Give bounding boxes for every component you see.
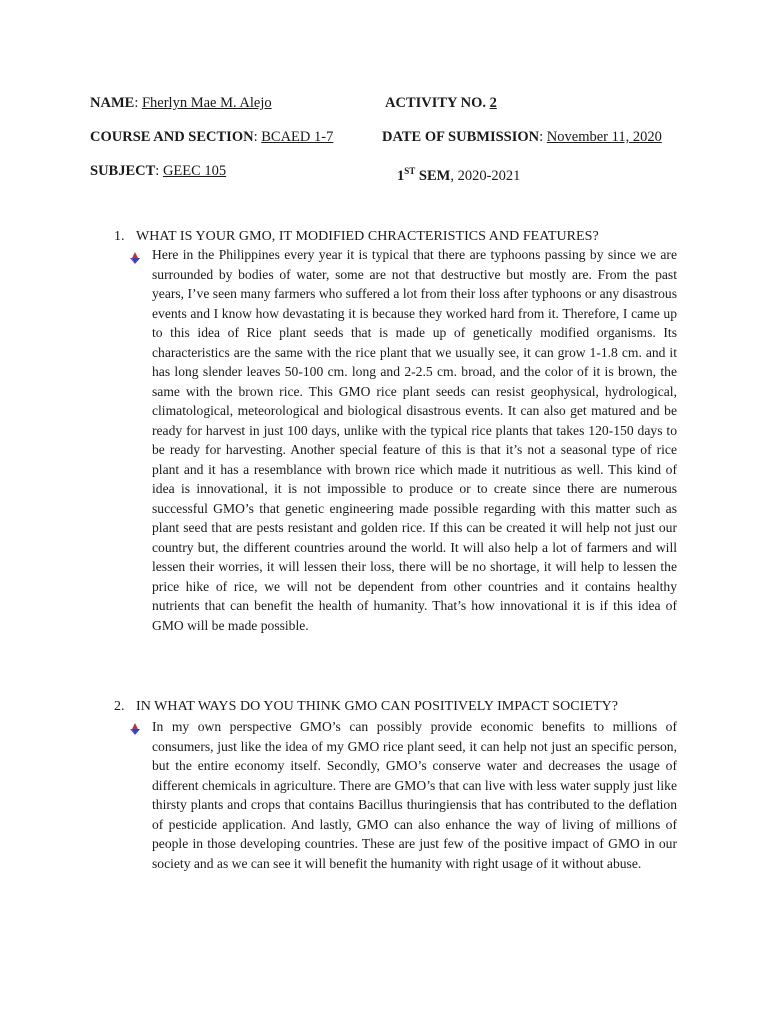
diamond-arrow-bullet-icon: [128, 251, 142, 265]
question-2-text: IN WHAT WAYS DO YOU THINK GMO CAN POSITIVELY IMPACT SOCIETY?: [136, 699, 619, 714]
semester-value: 2020-2021: [457, 168, 521, 184]
answer-2: In my own perspective GMO’s can possibly provide economic benefits to millions of consumers, just like the idea of my GMO rice plant seed, it can help not just an specific person, but the entire economy itself. Secondly, GMO’s conserve water and decreases the usage of different chemicals in agriculture. There are GMO’s that can live with less water supply just like thirsty plants and crops that contains Bacillus thuringiensis that has contributed to the deflation of pesticide application. And lastly, GMO can also enhance the way of living of millions of people in those developing countries. These are just few of the positive impact of GMO in our society and as we can see it will benefit the humanity with right usage of it without abuse.: [152, 719, 677, 871]
semester-number: 1: [397, 168, 405, 184]
name-value: Fherlyn Mae M. Alejo: [141, 95, 272, 111]
name-line: NAME: Fherlyn Mae M. Alejo: [90, 95, 272, 111]
activity-label: ACTIVITY NO.: [385, 95, 486, 111]
activity-line: [385, 94, 497, 112]
name-label: NAME: [90, 95, 135, 111]
question-1: [114, 228, 599, 246]
question-2: [114, 698, 618, 716]
date-line: DATE OF SUBMISSION: November 11, 2020: [382, 129, 662, 145]
course-line: COURSE AND SECTION: BCAED 1-7: [90, 129, 334, 145]
subject-label: SUBJECT: [90, 163, 156, 179]
question-1-text: WHAT IS YOUR GMO, IT MODIFIED CHRACTERISTICS AND FEATURES?: [136, 229, 599, 244]
semester-line: 1ST SEM, 2020-2021: [397, 166, 521, 184]
semester-superscript: ST: [404, 166, 416, 176]
subject-value: GEEC 105: [162, 163, 227, 179]
date-label: DATE OF SUBMISSION: [382, 129, 540, 145]
diamond-arrow-bullet-icon: [128, 722, 142, 736]
course-label: COURSE AND SECTION: [90, 129, 254, 145]
activity-value: 2: [489, 95, 497, 111]
course-value: BCAED 1-7: [261, 129, 334, 145]
semester-label: SEM: [418, 168, 451, 184]
question-1-number: 1.: [114, 229, 125, 244]
date-value: November 11, 2020: [546, 129, 662, 145]
question-2-number: 2.: [114, 699, 125, 714]
subject-line: SUBJECT: GEEC 105: [90, 163, 227, 179]
answer-1: Here in the Philippines every year it is typical that there are typhoons passing by since we are surrounded by bodies of water, some are not that destructive but mostly are. From the past years, I’ve seen many farmers who suffered a lot from their loss after typhoons or any disastrous events and I know how devastating it is because they worked hard from it. Therefore, I came up to this idea of Rice plant seeds that is made up of genetically modified organisms. Its characteristics are the same with the rice plant that we usually see, it can grow 1-1.8 cm. and it has long slender leaves 50-100 cm. long and 2-2.5 cm. broad, and the color of it is brown, the same with the brown rice. This GMO rice plant seeds can resist geophysical, hydrological, climatological, meteorological and biological disastrous events. It can also get matured and be ready for harvest in just 100 days, unlike with the typical rice plants that takes 120-150 days to be ready for harvesting. Another special feature of this is that it’s not a seasonal type of rice plant and it has a resemblance with brown rice which made it nutritious as well. This kind of idea is innovational, it is not impossible to produce or to create since there are numerous successful GMO’s that genetic engineering made possible regarding with this matter such as plant seed that are pests resistant and golden rice. If this can be created it will help not just our country but, the different countries around the world. It will also help a lot of farmers and will lessen their worries, it will lessen their loss, there will be no shortage, it will help to lessen the price hike of rice, we will not be dependent from other countries and it contains healthy nutrients that can benefit the health of humanity. That’s how innovational it is if this idea of GMO will be made possible.: [152, 247, 677, 633]
